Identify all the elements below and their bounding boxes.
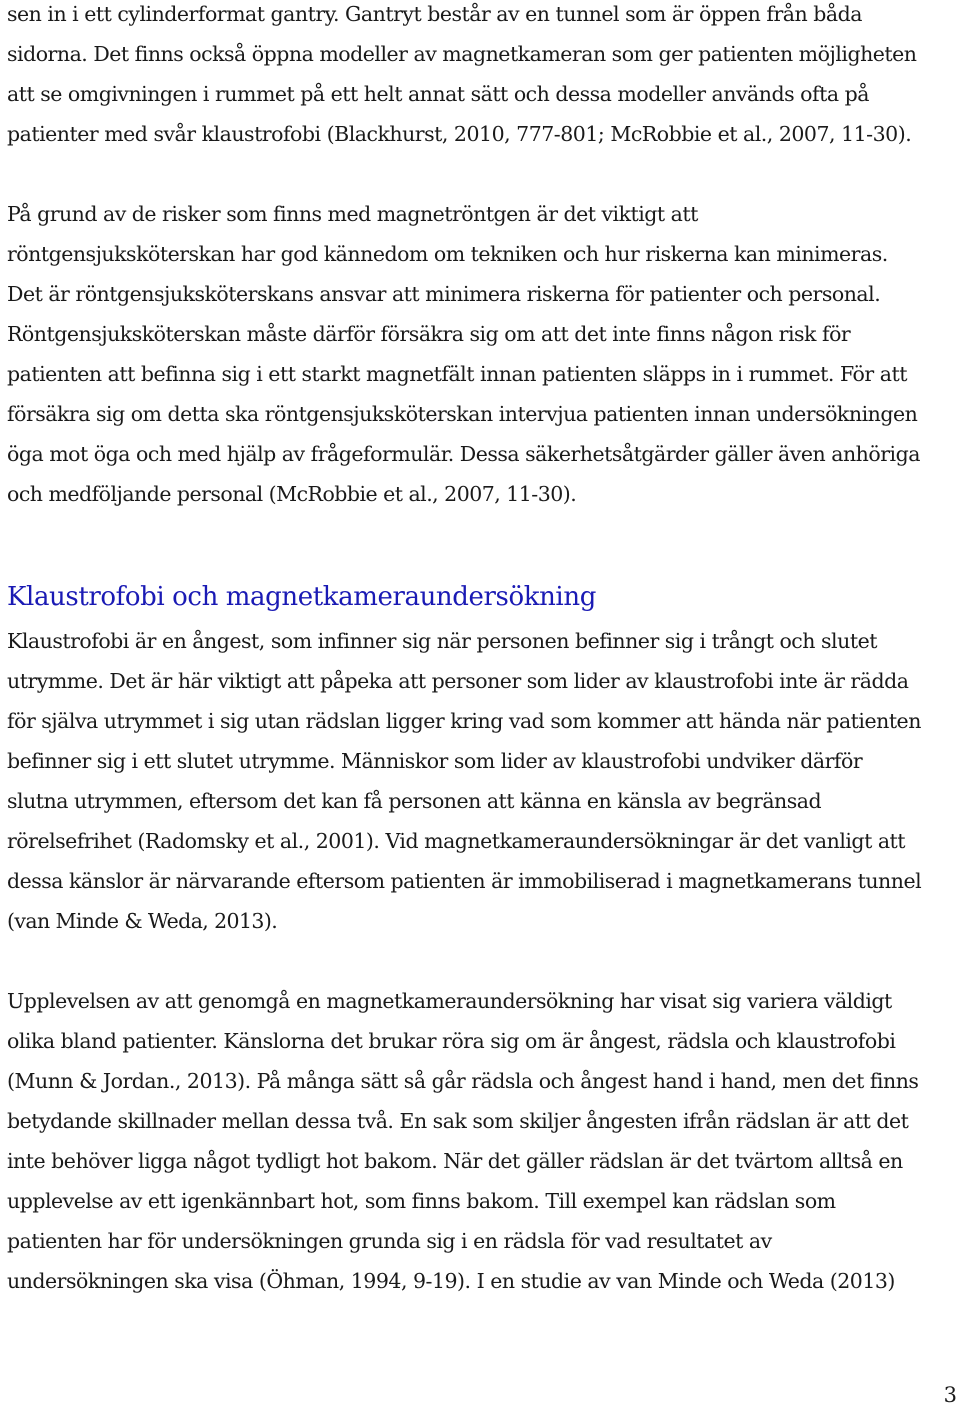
text-line: befinner sig i ett slutet utrymme. Människor som lider av klaustrofobi undviker därför [7, 749, 863, 773]
text-line: Upplevelsen av att genomgå en magnetkameraundersökning har visat sig variera väldigt [7, 989, 892, 1013]
text-line: inte behöver ligga något tydligt hot bakom. När det gäller rädslan är det tvärtom alltså en [7, 1149, 903, 1173]
text-line: patienten har för undersökningen grunda sig i en rädsla för vad resultatet av [7, 1229, 772, 1253]
paragraph-gantry [7, 0, 957, 154]
text-line: öga mot öga och med hjälp av frågeformulär. Dessa säkerhetsåtgärder gäller även anhöriga [7, 442, 920, 466]
text-line: dessa känslor är närvarande eftersom patienten är immobiliserad i magnetkamerans tunnel [7, 869, 922, 893]
section-heading: Klaustrofobi och magnetkameraundersökning [7, 582, 596, 612]
text-line: slutna utrymmen, eftersom det kan få personen att känna en känsla av begränsad [7, 789, 822, 813]
page-number: 3 [943, 1383, 957, 1407]
text-line: betydande skillnader mellan dessa två. En sak som skiljer ångesten ifrån rädslan är att det [7, 1109, 909, 1133]
text-line: sen in i ett cylinderformat gantry. Gantryt består av en tunnel som är öppen från båda [7, 2, 862, 26]
text-line: och medföljande personal (McRobbie et al., 2007, 11-30). [7, 482, 577, 506]
text-line: upplevelse av ett igenkännbart hot, som finns bakom. Till exempel kan rädslan som [7, 1189, 836, 1213]
text-line: för själva utrymmet i sig utan rädslan ligger kring vad som kommer att hända när patienten [7, 709, 921, 733]
text-line: röntgensjuksköterskan har god kännedom om tekniken och hur riskerna kan minimeras. [7, 242, 888, 266]
text-line: Det är röntgensjuksköterskans ansvar att minimera riskerna för patienter och personal. [7, 282, 881, 306]
text-line: utrymme. Det är här viktigt att påpeka att personer som lider av klaustrofobi inte är rädda [7, 669, 909, 693]
paragraph-risks [7, 194, 957, 514]
text-line: försäkra sig om detta ska röntgensjuksköterskan intervjua patienten innan undersökningen [7, 402, 918, 426]
text-line: Röntgensjuksköterskan måste därför försäkra sig om att det inte finns någon risk för [7, 322, 851, 346]
text-line: att se omgivningen i rummet på ett helt annat sätt och dessa modeller används ofta på [7, 82, 869, 106]
text-line: (Munn & Jordan., 2013). På många sätt så går rädsla och ångest hand i hand, men det finns [7, 1069, 919, 1093]
text-line: (van Minde & Weda, 2013). [7, 909, 278, 933]
text-line: rörelsefrihet (Radomsky et al., 2001). Vid magnetkameraundersökningar är det vanligt att [7, 829, 906, 853]
text-line: patienter med svår klaustrofobi (Blackhurst, 2010, 777-801; McRobbie et al., 2007, 11-30). [7, 122, 912, 146]
text-line: sidorna. Det finns också öppna modeller av magnetkameran som ger patienten möjligheten [7, 42, 917, 66]
text-line: olika bland patienter. Känslorna det brukar röra sig om är ångest, rädsla och klaustrofobi [7, 1029, 896, 1053]
text-line: patienten att befinna sig i ett starkt magnetfält innan patienten släpps in i rummet. För att [7, 362, 907, 386]
paragraph-experience [7, 981, 957, 1301]
paragraph-claustrophobia [7, 621, 957, 941]
text-line: På grund av de risker som finns med magnetröntgen är det viktigt att [7, 202, 698, 226]
text-line: undersökningen ska visa (Öhman, 1994, 9-19). I en studie av van Minde och Weda (2013) [7, 1269, 895, 1293]
text-line: Klaustrofobi är en ångest, som infinner sig när personen befinner sig i trångt och slutet [7, 629, 877, 653]
